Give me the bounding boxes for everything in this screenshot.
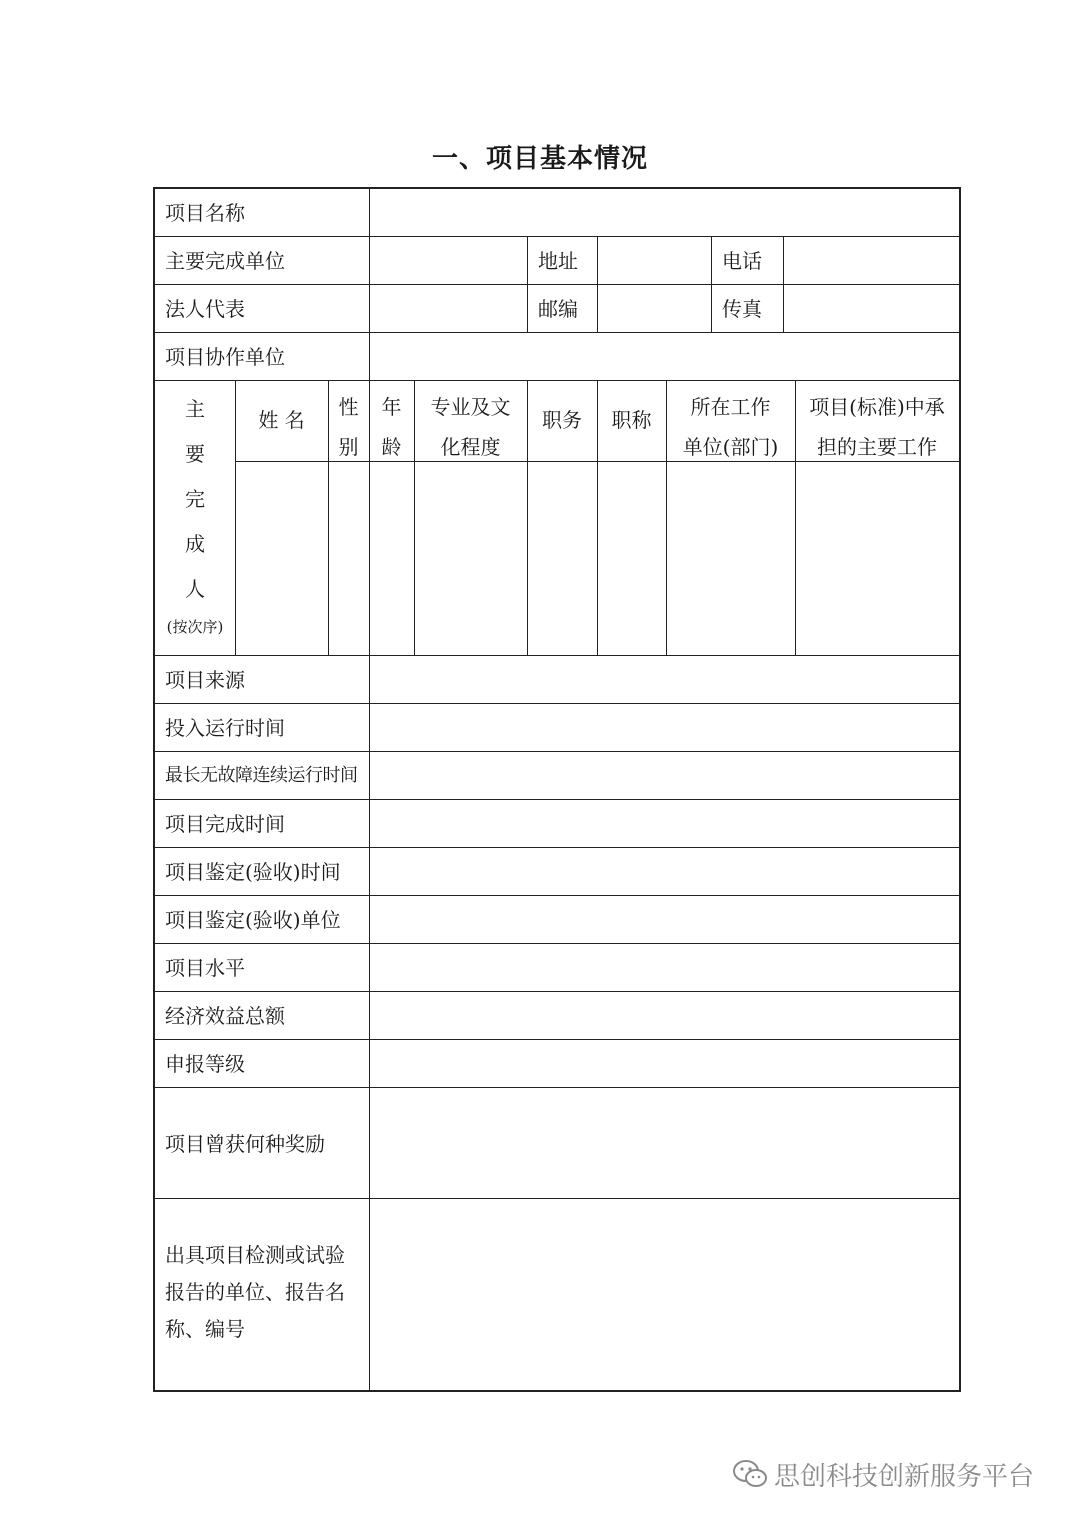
header-major-2: 化程度 bbox=[440, 435, 501, 459]
side-char: 要 bbox=[185, 442, 205, 466]
label-legal-rep: 法人代表 bbox=[165, 297, 245, 321]
row-divider bbox=[155, 380, 959, 381]
label-level: 项目水平 bbox=[165, 956, 245, 980]
label-appraisal-time: 项目鉴定(验收)时间 bbox=[165, 860, 341, 884]
label-report-line: 称、编号 bbox=[165, 1317, 245, 1341]
label-report-line: 报告的单位、报告名 bbox=[165, 1280, 345, 1304]
persons-side-label bbox=[155, 387, 235, 642]
label-coop-unit: 项目协作单位 bbox=[165, 345, 285, 369]
side-char: 人 bbox=[185, 577, 205, 601]
row-divider bbox=[155, 332, 959, 333]
header-gender-1: 性 bbox=[338, 395, 359, 419]
header-title: 职称 bbox=[611, 408, 652, 432]
label-fax: 传真 bbox=[722, 297, 762, 321]
header-workplace bbox=[666, 387, 795, 467]
row-divider bbox=[155, 847, 959, 848]
header-age bbox=[369, 387, 414, 467]
wechat-icon bbox=[732, 1459, 768, 1489]
header-major bbox=[414, 387, 527, 467]
row-divider bbox=[155, 895, 959, 896]
col-divider bbox=[527, 236, 528, 332]
header-age-1: 年 bbox=[381, 395, 402, 419]
col-divider bbox=[369, 189, 370, 380]
header-workplace-1: 所在工作 bbox=[690, 395, 771, 419]
label-grade: 申报等级 bbox=[165, 1052, 245, 1076]
label-report bbox=[165, 1237, 365, 1348]
page-title: 一、项目基本情况 bbox=[431, 144, 648, 174]
label-project-name: 项目名称 bbox=[165, 201, 245, 225]
header-task-2: 担的主要工作 bbox=[817, 435, 937, 459]
row-divider bbox=[155, 1198, 959, 1199]
header-position: 职务 bbox=[542, 408, 582, 432]
watermark-text: 思创科技创新服务平台 bbox=[774, 1461, 1035, 1492]
row-divider bbox=[155, 991, 959, 992]
label-awards: 项目曾获何种奖励 bbox=[165, 1132, 325, 1156]
wechat-watermark bbox=[732, 1458, 1034, 1490]
label-source: 项目来源 bbox=[165, 668, 245, 692]
header-gender-2: 别 bbox=[338, 435, 359, 459]
side-char: 成 bbox=[185, 532, 205, 556]
row-divider bbox=[155, 236, 959, 237]
label-main-unit: 主要完成单位 bbox=[165, 249, 285, 273]
label-phone: 电话 bbox=[722, 249, 762, 273]
side-char: 主 bbox=[185, 397, 205, 421]
col-divider bbox=[369, 655, 370, 1390]
row-divider bbox=[155, 655, 959, 656]
header-task-1: 项目(标准)中承 bbox=[809, 395, 945, 419]
row-divider bbox=[155, 751, 959, 752]
label-report-line: 出具项目检测或试验 bbox=[165, 1243, 345, 1267]
label-address: 地址 bbox=[538, 249, 578, 273]
header-major-1: 专业及文 bbox=[430, 395, 511, 419]
row-divider bbox=[155, 1087, 959, 1088]
side-note: (按次序) bbox=[166, 618, 224, 636]
label-postcode: 邮编 bbox=[538, 297, 578, 321]
col-divider bbox=[597, 236, 598, 332]
col-divider bbox=[711, 236, 712, 332]
header-workplace-2: 单位(部门) bbox=[682, 435, 779, 459]
header-gender bbox=[328, 387, 369, 467]
label-appraisal-unit: 项目鉴定(验收)单位 bbox=[165, 908, 341, 932]
label-max-runtime: 最长无故障连续运行时间 bbox=[165, 765, 358, 786]
row-divider bbox=[155, 284, 959, 285]
row-divider bbox=[155, 799, 959, 800]
header-age-2: 龄 bbox=[381, 435, 402, 459]
row-divider bbox=[155, 703, 959, 704]
header-task bbox=[795, 387, 959, 467]
col-divider bbox=[783, 236, 784, 332]
label-benefit: 经济效益总额 bbox=[165, 1004, 285, 1028]
project-info-form bbox=[153, 187, 961, 1392]
label-operation-time: 投入运行时间 bbox=[165, 716, 285, 740]
row-divider bbox=[155, 943, 959, 944]
label-completion-time: 项目完成时间 bbox=[165, 812, 285, 836]
header-name: 姓 名 bbox=[258, 408, 305, 432]
row-divider bbox=[155, 1039, 959, 1040]
side-char: 完 bbox=[185, 487, 205, 511]
